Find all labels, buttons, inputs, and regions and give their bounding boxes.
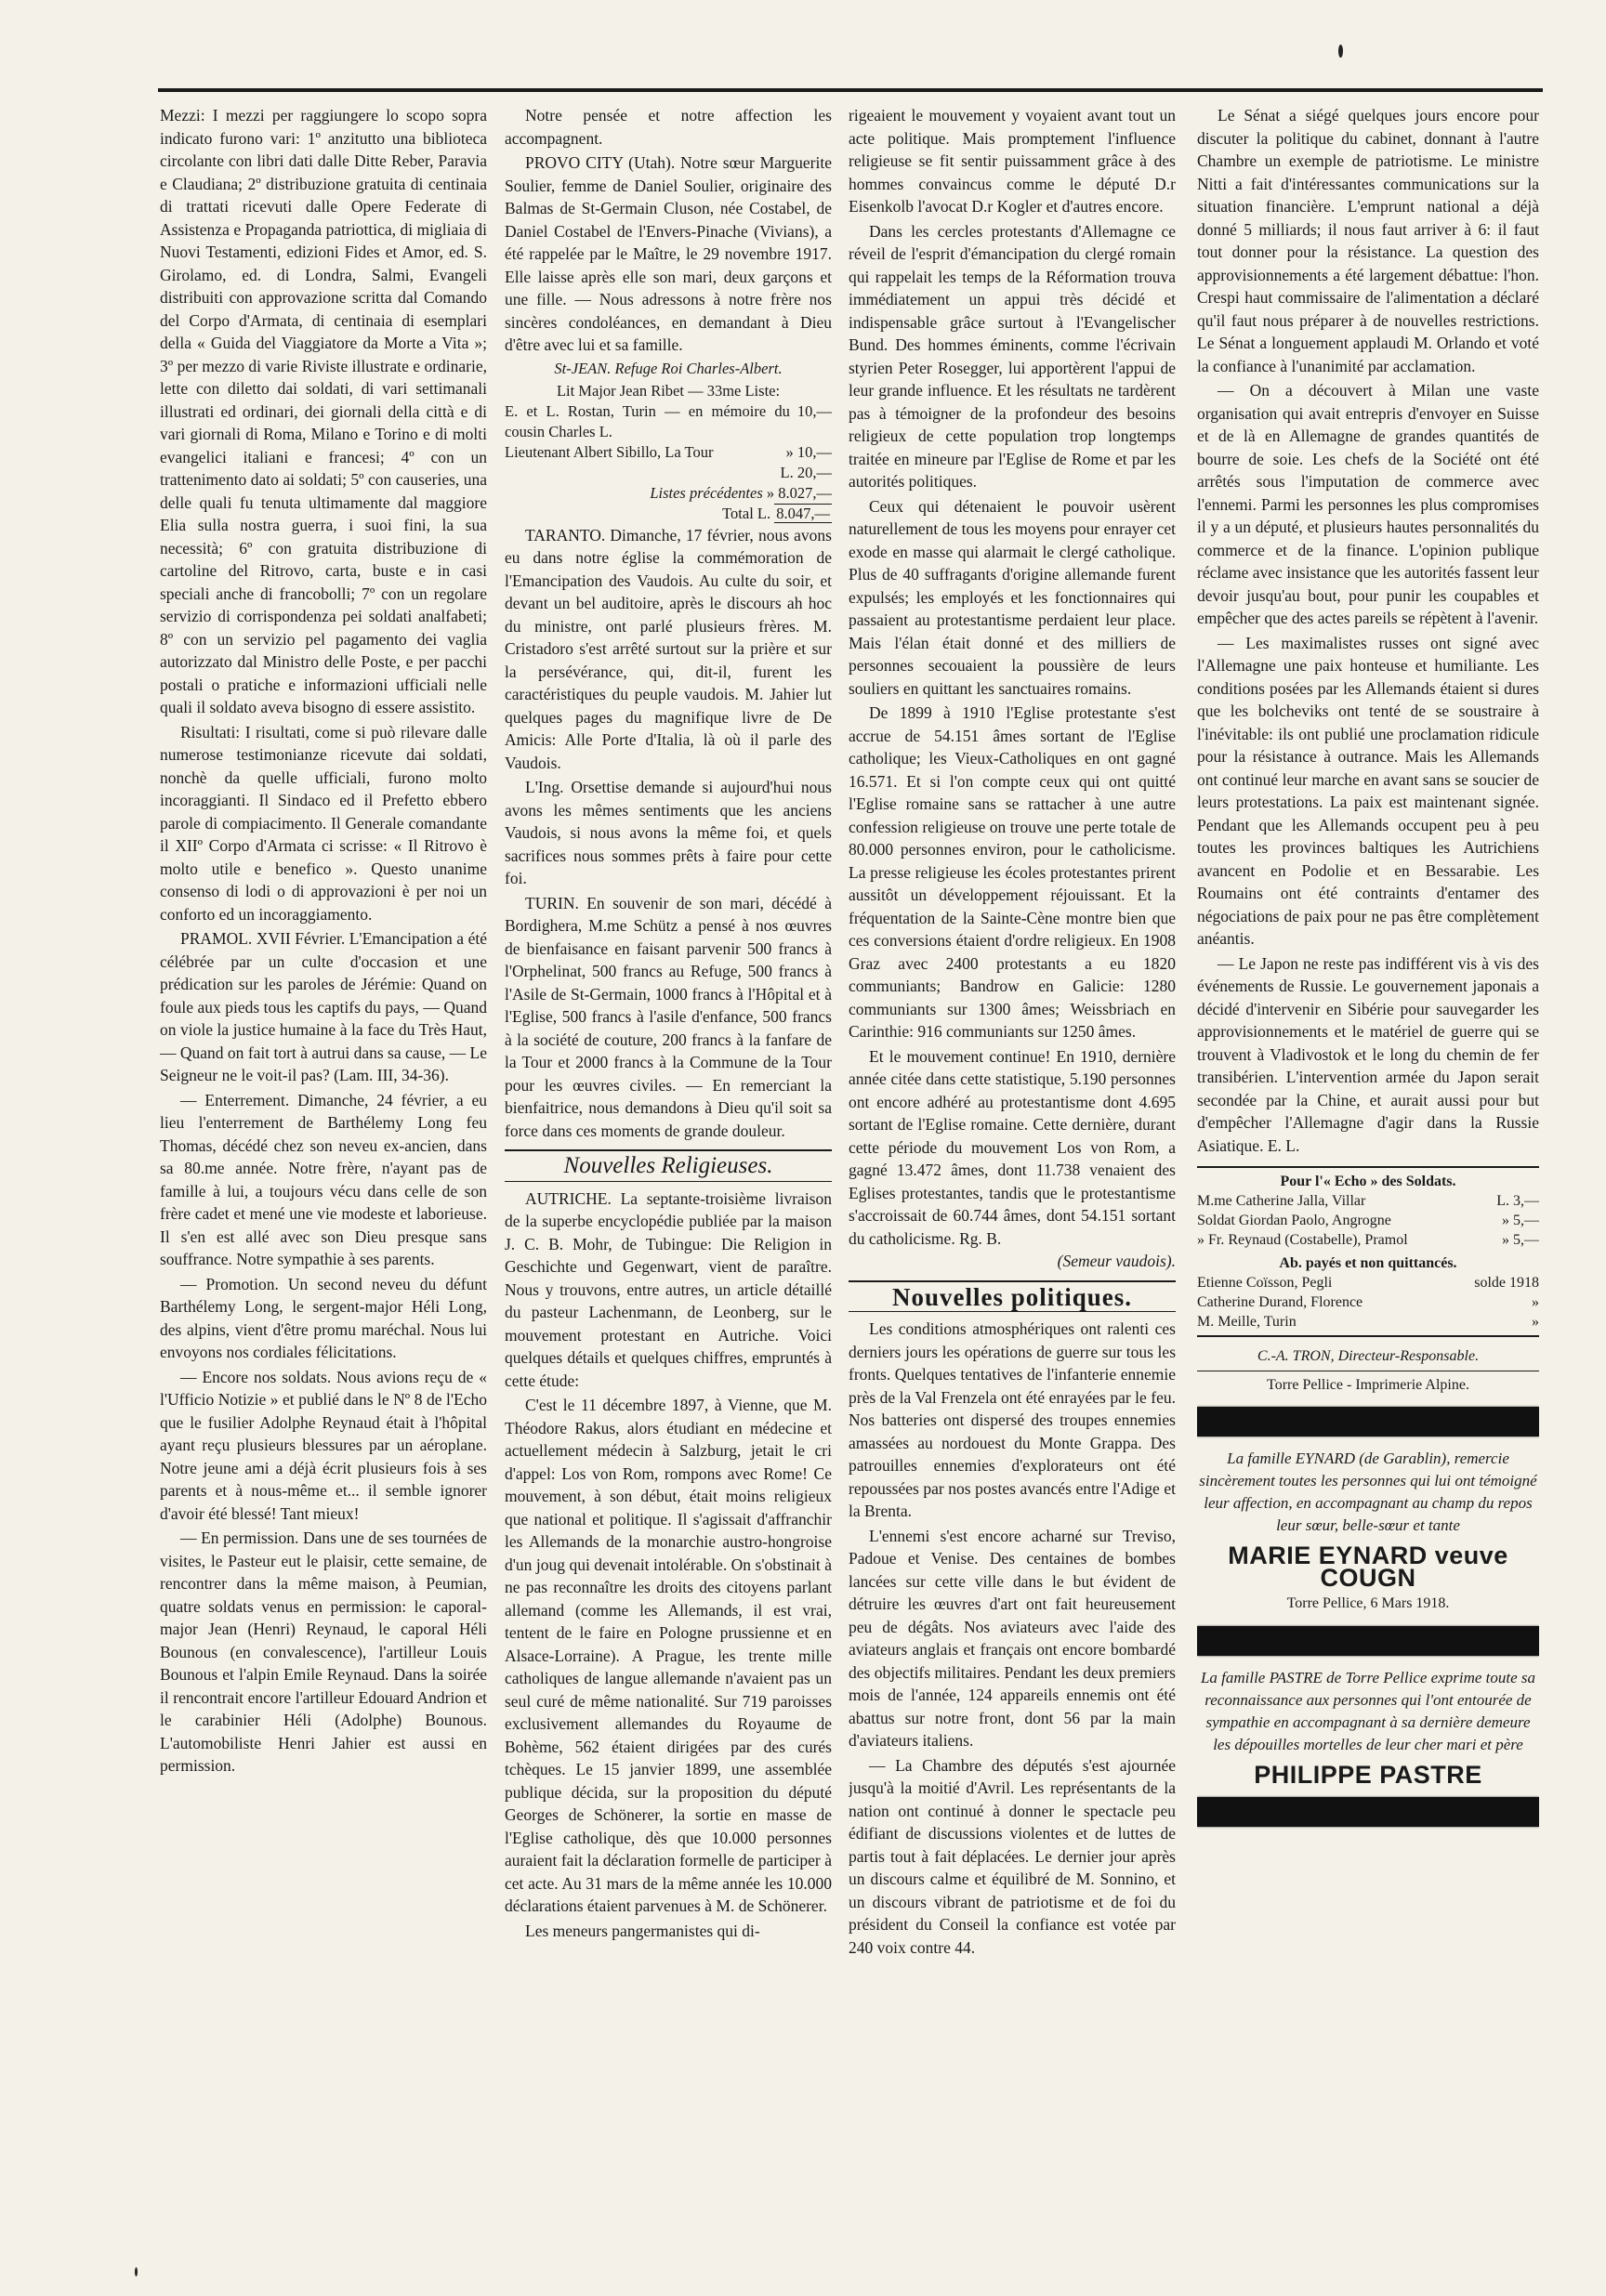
- section-title-religieuses: Nouvelles Religieuses.: [505, 1149, 832, 1182]
- echo-row: M.me Catherine Jalla, Villar L. 3,—: [1197, 1193, 1539, 1209]
- paragraph-autriche-3: Les meneurs pangermanistes qui di-: [525, 1921, 760, 1940]
- paragraph-japon: — Le Japon ne reste pas indifférent vis à vis des événements de Russie. Le gouvernement japonais a décidé d'intervenir en Sibérie pour sauvegarder les approvisionnements et le matériel de guerre qui se trouvent à Vladivostok et le long du chemin de fer transibérien. L'intervention armée du Japon serait secondée par la Chine, et aurait aussi pour but d'empêcher l'Allemagne d'agir dans la Russie Asiatique. E. L.: [1197, 953, 1539, 1155]
- paid-row: Etienne Coïsson, Pegli solde 1918: [1197, 1275, 1539, 1291]
- paragraph-pramol: PRAMOL. XVII Février. L'Emancipation a été célébrée par un culte d'occasion et une prédication sur les paroles de Jérémie: Quand on foule aux pieds tous les captifs du pays, — Quand on viole la justice humaine à la face du Très Haut, — Quand on fait tort à autrui dans sa cause, — Le Seigneur ne le voit-il pas? (Lam. III, 34-36).: [160, 929, 487, 1084]
- paragraph-continued: rigeaient le mouvement y voyaient avant tout un acte politique. Mais promptement l'influence religieuse se fit sentir puissamment grâce à des hommes convaincus comme le député D.r Eisenkolb l'avocat D.r Kogler et d'autres encore.: [849, 106, 1176, 216]
- paragraph-statistics: De 1899 à 1910 l'Eglise protestante s'est accrue de 54.151 âmes sortant de l'Eglise catholique; les Vieux-Catholiques en ont gagné 16.571. Et si l'on compte ceux qui ont quitté l'Eglise romaine sans se rattacher à une autre confession religieuse on trouve une perte totale de 80.000 personnes environ, pour le catholicisme. La presse religieuse les écoles protestantes prirent aussitôt un développement réjouissant. Et la fréquentation de la Sainte-Cène montre bien que ces conversions étaient d'ordre religieux. En 1908 Graz avec 2400 protestants a eu 1820 communiants; Bandrow en Galicie: 1280 communiants sur 1300 âmes; Weissbriach en Carinthie: 916 communiants sur 1250 âmes.: [849, 703, 1176, 1041]
- source-signature: (Semeur vaudois).: [1057, 1252, 1176, 1270]
- ledger-previous: Listes précédentes » 8.027,—: [650, 483, 832, 502]
- paid-row: Catherine Durand, Florence »: [1197, 1294, 1539, 1310]
- notice-text: La famille PASTRE de Torre Pellice exprime toute sa reconnaissance aux personnes qui l'ont entourée de sympathie en accompagnant à sa dernière demeure les dépouilles mortelles de leur cher mari et père: [1200, 1669, 1536, 1753]
- echo-soldats-box: [1197, 1166, 1539, 1337]
- paragraph-mouvement: Et le mouvement continue! En 1910, dernière année citée dans cette statistique, 5.190 personnes ont encore adhéré au protestantisme dont 4.695 sortant de l'Eglise romaine. Cette dernière, durant cette période du mouvement Los von Rom, a gagné 13.472 âmes, dont 11.738 venaient des Eglises protestantes, tandis que le protestantisme s'accroissait de 60.744 âmes, dont 54.151 sortant du catholicisme. Rg. B.: [849, 1046, 1176, 1248]
- echo-head: Pour l'« Echo » des Soldats.: [1280, 1174, 1456, 1189]
- paragraph-pouvoir: Ceux qui détenaient le pouvoir usèrent naturellement de tous les moyens pour enrayer cet exode en masse qui alarmait le clergé catholique. Plus de 40 suffragants d'origine allemande furent expulsés; les employés et les fonctionnaires qui passaient au protestantisme perdaient leur place. Mais l'élan était donné et des milliers de personnes secouaient la poussière de leurs souliers en quittant les sanctuaires romains.: [849, 496, 1176, 698]
- column-2: [505, 104, 832, 2111]
- paragraph-chambre: — La Chambre des députés s'est ajournée jusqu'à la moitié d'Avril. Les représentants de la nation ont continué à donner le spectacle peu édifiant de discussions violentes et de luttes de partis tout à fait déplacées. Le dernier jour après un discours calme et équilibré de M. Sonnino, et un discours vibrant de patriotisme et de foi du président du Conseil la confiance est votée par 240 voix contre 44.: [849, 1755, 1176, 1957]
- notice-name: MARIE EYNARD veuve COUGN: [1228, 1542, 1508, 1592]
- paragraph-autriche-2: C'est le 11 décembre 1897, à Vienne, que M. Théodore Rakus, alors étudiant en médecine et actuellement médecin à Salzburg, jetait le cri d'appel: Los von Rom, rompons avec Rome! Ce mouvement, à son début, était moins religieux que national et politique. Il s'agissait d'affranchir les Allemands de la monarchie austro-hongroise d'un joug qui devenait intolérable. On s'obstinait à ne pas reconnaître les droits des citoyens parlant allemand (comme les Allemands, il est vrai, tentent de le faire en Pologne prussienne et en Alsace-Lorraine). A Prague, les trente mille catholiques de langue allemande n'avaient pas un seul curé de même nationalité. Sur 719 paroisses exclusivement allemandes du Royaume de Bohème, 562 étaient dirigées par des curés tchèques. Le 15 janvier 1899, une assemblée publique décida, sur la proposition du député Georges de Schönerer, la sortie en masse de l'Eglise catholique, dès que 10.000 personnes auraient fait la déclaration formelle de participer à cet acte. Au 31 mars de la même année les 10.000 déclarations étaient parvenues à M. de Schönerer.: [505, 1396, 832, 1915]
- paragraph-milan: — On a découvert à Milan une vaste organisation qui avait entrepris d'envoyer en Suisse et de là en Allemagne de grandes quantités de bourre de soie. Les chefs de la Société ont été arrêtés sous l'imputation de commerce avec l'ennemi. Parmi les personnes les plus compromises il y a un député, et plusieurs hautes personnalités du commerce et de la finance. L'opinion publique réclame avec insistance que les autorités fassent leur devoir jusqu'au bout, pour punir les coupables et empêcher que des actes pareils se répètent à l'avenir.: [1197, 381, 1539, 627]
- ledger-subtotal: L. 20,—: [780, 463, 832, 481]
- echo-row: Soldat Giordan Paolo, Angrogne » 5,—: [1197, 1213, 1539, 1228]
- section-title-politiques: Nouvelles politiques.: [849, 1280, 1176, 1313]
- paragraph-intro: Notre pensée et notre affection les accompagnent.: [505, 106, 832, 148]
- column-3: [849, 104, 1176, 2111]
- paragraph-permission: — En permission. Dans une de ses tournées de visites, le Pasteur eut le plaisir, cette semaine, de rencontrer dans la même maison, à Peumian, quatre soldats venus en permission: le caporal-major Jean (Henri) Reynaud, le caporal Héli Bounous (en convalescence), l'artilleur Louis Bounous et l'alpin Emile Reynaud. Dans la soirée il rencontrait encore l'artilleur Edouard Andrion et le carabinier Héli (Adolphe) Bounous. L'automobiliste Henri Jahier est aussi en permission.: [160, 1528, 487, 1775]
- paragraph-turin: TURIN. En souvenir de son mari, décédé à Bordighera, M.me Schütz a pensé à nos œuvres de bienfaisance en faisant parvenir 500 francs à l'Orphelinat, 500 francs au Refuge, 500 francs à l'Asile de St-Germain, 1000 francs à l'Hôpital et à l'Eglise, 500 francs à l'asile d'enfance, 500 francs à la société de couture, 200 francs à la fanfare de la Tour et 2000 francs à la Commune de la Tour pour les œuvres civiles. — En remerciant la bienfaitrice, nous demandons à Dieu qu'il soit sa force dans ces moments de grande douleur.: [505, 893, 832, 1140]
- editor-line: C.-A. TRON, Directeur-Responsable.: [1257, 1348, 1480, 1364]
- notice-name: PHILIPPE PASTRE: [1254, 1761, 1482, 1789]
- notice-text: La famille EYNARD (de Garablin), remercie sincèrement toutes les personnes qui lui ont témoigné leur affection, en accompagnant au champ du repos leur sœur, belle-sœur et tante: [1199, 1450, 1537, 1534]
- paid-head: Ab. payés et non quittancés.: [1279, 1255, 1457, 1271]
- ledger-title: Lit Major Jean Ribet — 33me Liste:: [556, 381, 781, 400]
- paragraph-risultati: Risultati: I risultati, come si può rilevare dalle numerose testimonianze ricevute dai soldati, nonchè da quelle ufficiali, furono molto incoraggianti. Il Sindaco ed il Prefetto ebbero parole di compiacimento. Il Generale comandante il XIIº Corpo d'Armata ci scrisse: « Il Ritrovo è molto utile e benefico ». Questo unanime consenso di lodi o di approvazioni è per noi un conforto ed un incoraggiamento.: [160, 722, 487, 924]
- ledger-row: Lieutenant Albert Sibillo, La Tour » 10,—: [505, 442, 832, 461]
- paid-row: M. Meille, Turin »: [1197, 1314, 1539, 1330]
- paragraph-allemagne: Dans les cercles protestants d'Allemagne ce réveil de l'esprit d'émancipation du clergé romain qui rappelait les temps de la Réformation trouva immédiatement un appui très décidé et indispensable grâce surtout à l'Evangelischer Bund. Des hommes éminents, comme l'écrivain styrien Peter Rosegger, lui apportèrent l'appui de leur grande influence. Et les résultats ne tardèrent pas à témoigner de la profondeur des besoins religieux de cette population trop longtemps traitée en mineure par l'Eglise de Rome et par les autorités politiques.: [849, 221, 1176, 491]
- top-rule: [158, 88, 1543, 92]
- paragraph-provo: PROVO CITY (Utah). Notre sœur Marguerite Soulier, femme de Daniel Soulier, originaire des Balmas de St-Germain Cluson, née Costabel, de Daniel Costabel de l'Envers-Pinache (Vivians), a été rappelée par le Maître, le 29 novembre 1917. Elle laisse après elle son mari, deux garçons et une fille. — Nous adressons à notre frère nos sincères condoléances, en demandant à Dieu d'être avec lui et sa famille.: [505, 153, 832, 354]
- paragraph-autriche: AUTRICHE. La septante-troisième livraison de la superbe encyclopédie publiée par la maison J. C. B. Mohr, de Tubingue: Die Religion in Geschichte und Gegenwart, vient de paraître. Nous y trouvons, entre autres, un article détaillé du pasteur Lachenmann, de Leonberg, sur le mouvement protestant en Autriche. Voici quelques détails et quelques chiffres, empruntés à cette étude:: [505, 1188, 832, 1390]
- ink-speck: [135, 2267, 138, 2276]
- death-notice-eynard: [1197, 1448, 1539, 1615]
- echo-row: » Fr. Reynaud (Costabelle), Pramol » 5,—: [1197, 1232, 1539, 1248]
- paragraph-mezzi: Mezzi: I mezzi per raggiungere lo scopo sopra indicato furono vari: 1º anzitutto una biblioteca circolante con libri dati dalle Ditte Reber, Paravia e Claudiana; 2º distribuzione gratuita di centinaia di trattati ricevuti dalle Opere Federate di Assistenza e Propaganda patriottica, di migliaia di Nuovi Testamenti, edizioni Fides et Amor, ed. S. Girolamo, ed. di Londra, Salmi, Evangeli distribuiti con approvazione scritta dal Comando del Corpo d'Armata, di centinaia di esemplari della « Guida del Viaggiatore da Morte a Vita »; 3º per mezzo di varie Riviste illustrate e ordinarie, lette con diletto dai soldati, di vari settimanali illustrati ed ordinari, dei giornali della città e di vari giornali di Roma, Milano e Torino e di molti evangelici italiani e francesi; 4º con un trattenimento dato ai soldati; 5º con causeries, una delle quali fu tenuta ultimamente dal maggiore Elia sulla nostra guerra, i suoi fini, la sua necessità; 6º con gratuita distribuzione di cartoline del Ritrovo, carta, buste e in casi speciali anche di francobolli; 7º con un regolare servizio di corrispondenza pei soldati analfabeti; 8º con un servizio pel pagamento dei vaglia autorizzato dal Ministro delle Poste, e per pacchi postali o pratiche e informazioni ufficiali nelle quali il soldato aveva bisogno di essere assistito.: [160, 106, 487, 716]
- paragraph-senat: Le Sénat a siégé quelques jours encore pour discuter la politique du cabinet, donnant à l'autre Chambre un exemple de patriotisme. Le ministre Nitti a fait d'intéressantes communications sur la situation financière. L'emprunt national a déjà donné 5 milliards; il nous faut arriver à 6: il faut tout donner pour la résistance. La question des approvisionnements a été largement débattue: l'hon. Crespi haut commissaire de l'alimentation a déclaré qu'il faut nous préparer à de nouvelles restrictions. Le Sénat a longuement applaudi M. Orlando et voté la confiance à l'unanimité par acclamation.: [1197, 106, 1539, 375]
- mourning-band: [1197, 1407, 1539, 1437]
- column-1: [160, 104, 487, 2111]
- death-notice-pastre: [1197, 1667, 1539, 1789]
- paragraph-front: Les conditions atmosphériques ont ralenti ces derniers jours les opérations de guerre sur tous les fronts. Quelques tentatives de l'infanterie ennemie près de la Val Frenzela ont été enrayées par le feu. Nos batteries ont dispersé des troupes ennemies amassées au nordouest du Monte Grappa. Des patrouilles ennemies d'explorateurs ont été repoussées par nos postes avancés entre l'Adige et la Brenta.: [849, 1319, 1176, 1520]
- notice-date: Torre Pellice, 6 Mars 1918.: [1286, 1595, 1450, 1611]
- ink-speck: [1338, 45, 1343, 58]
- refuge-ledger: [505, 359, 832, 524]
- ledger-total: Total L. 8.047,—: [722, 504, 830, 522]
- printer-line: Torre Pellice - Imprimerie Alpine.: [1267, 1377, 1469, 1393]
- paragraph-russie: — Les maximalistes russes ont signé avec l'Allemagne une paix honteuse et humiliante. Les conditions posées par les Allemands étaient si dures que les bolcheviks ont tenté de se soustraire à l'inévitable: ils ont publié une proclamation ridicule pour la résistance à outrance. Mais les Allemands ont continué leur marche en avant sans se soucier de leurs protestations. La paix est maintenant signée. Pendant que les Allemands occupent peu à peu toutes les provinces baltiques les Autrichiens avancent en Podolie et en Bessarabie. Les Roumains ont été contraints d'entamer des négociations de paix pour ne pas être complètement anéantis.: [1197, 633, 1539, 948]
- column-4: [1197, 104, 1539, 2111]
- ledger-head: St-JEAN. Refuge Roi Charles-Albert.: [554, 359, 783, 377]
- paragraph-enterrement: — Enterrement. Dimanche, 24 février, a eu lieu l'enterrement de Barthélemy Long feu Thomas, décédé chez son neveu ex-ancien, dans sa 80.me année. Notre frère, n'ayant pas de famille à lui, a toujours vécu dans celle de son frère cadet et mené une vie modeste et laborieuse. Il s'en est allé avec son Dieu presque sans souffrance. Notre sympathie à ses parents.: [160, 1090, 487, 1268]
- paragraph-taranto-2: L'Ing. Orsettise demande si aujourd'hui nous avons les mêmes sentiments que les anciens Vaudois, si nous avons la même foi, et quels sacrifices nous sommes prêts à faire pour cette foi.: [505, 778, 832, 887]
- paragraph-promotion: — Promotion. Un second neveu du défunt Barthélemy Long, le sergent-major Héli Long, des alpins, vient d'être promu maréchal. Nous lui envoyons nos cordiales félicitations.: [160, 1274, 487, 1361]
- paragraph-soldats: — Encore nos soldats. Nous avions reçu de « l'Ufficio Notizie » et publié dans le Nº 8 de l'Echo que le fusilier Adolphe Reynaud était à l'hôpital ayant reçu plusieurs blessures par un aéroplane. Notre jeune ami a déjà écrit plusieurs fois à ses parents et à nous-même et... il semble ignorer d'avoir été blessé! Tant mieux!: [160, 1367, 487, 1523]
- mourning-band: [1197, 1797, 1539, 1827]
- mourning-band: [1197, 1626, 1539, 1656]
- imprint: [1197, 1346, 1539, 1396]
- paragraph-bombardement: L'ennemi s'est encore acharné sur Treviso, Padoue et Venise. Des centaines de bombes lancées sur cette ville dans le but évident de détruire les œuvres d'art ont fait heureusement peu de dégâts. Nos aviateurs avec l'aide des aviateurs anglais et français ont encore bombardé des objectifs militaires. Pendant les deux premiers mois de l'année, 124 appareils ennemis ont été abattus sur notre front, dont 56 par la main d'aviateurs italiens.: [849, 1526, 1176, 1750]
- paragraph-taranto: TARANTO. Dimanche, 17 février, nous avons eu dans notre église la commémoration de l'Emancipation des Vaudois. Au culte du soir, et devant un bel auditoire, après le discours ah hoc du ministre, ont parlé plusieurs frères. M. Cristadoro s'est arrêté surtout sur la prière et sur la persévérance, qui, dit-il, furent les caractéristiques du peuple vaudois. M. Jahier lut quelques pages du magnifique livre de De Amicis: Alle Porte d'Italia, là où il parle des Vaudois.: [505, 525, 832, 772]
- ledger-row: E. et L. Rostan, Turin — en mémoire du cousin Charles L. 10,—: [505, 401, 832, 440]
